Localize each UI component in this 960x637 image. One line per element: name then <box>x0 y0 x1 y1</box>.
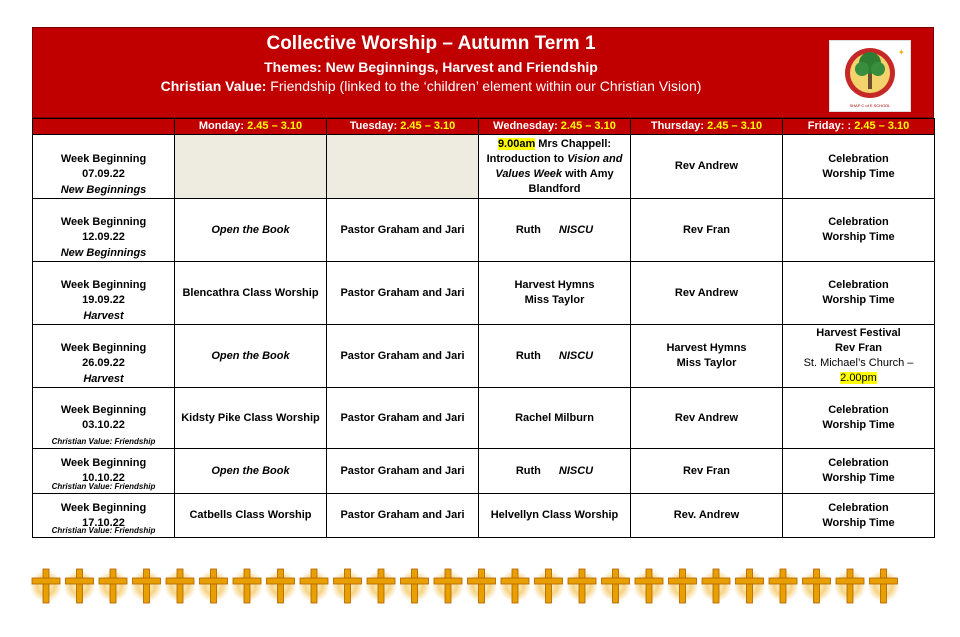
table-row <box>33 135 935 199</box>
christian-value-line <box>33 78 829 94</box>
thursday-cell: Rev. Andrew <box>631 494 783 538</box>
cross-icon <box>600 569 632 603</box>
cross-icon <box>231 569 263 603</box>
cross-icon <box>700 569 732 603</box>
page-title: Collective Worship – Autumn Term 1 <box>266 33 596 54</box>
tree-logo-icon <box>830 41 910 111</box>
thursday-cell: Rev Fran <box>631 199 783 262</box>
cross-icon <box>365 569 397 603</box>
christian-value-label: Christian Value: <box>160 78 267 94</box>
friday-cell: Celebration Worship Time <box>783 449 935 494</box>
wednesday-cell: Rachel Milburn <box>479 388 631 449</box>
cross-icon <box>97 569 129 603</box>
monday-cell: Open the Book <box>175 449 327 494</box>
table-row <box>33 262 935 325</box>
table-row <box>33 199 935 262</box>
header-blank <box>33 119 175 135</box>
monday-cell: Open the Book <box>175 199 327 262</box>
school-logo <box>829 40 911 112</box>
monday-cell: Kidsty Pike Class Worship <box>175 388 327 449</box>
header-tuesday: Tuesday: 2.45 – 3.10 <box>327 119 479 135</box>
header-thursday: Thursday: 2.45 – 3.10 <box>631 119 783 135</box>
cross-icon <box>767 569 799 603</box>
svg-text:✦: ✦ <box>898 48 905 57</box>
cross-icon <box>868 569 900 603</box>
thursday-cell: Rev Andrew <box>631 262 783 325</box>
week-cell: Week Beginning 19.09.22 Harvest <box>33 262 175 325</box>
monday-cell: Open the Book <box>175 325 327 388</box>
tuesday-cell: Pastor Graham and Jari <box>327 262 479 325</box>
tuesday-cell: Pastor Graham and Jari <box>327 388 479 449</box>
cross-icon <box>64 569 96 603</box>
table-row <box>33 388 935 449</box>
cross-icon <box>499 569 531 603</box>
tuesday-cell: Pastor Graham and Jari <box>327 494 479 538</box>
table-row <box>33 494 935 538</box>
header-banner <box>32 27 934 118</box>
week-cell: Week Beginning 10.10.22 Christian Value: Friendship <box>33 449 175 494</box>
friday-cell: Celebration Worship Time <box>783 388 935 449</box>
cross-icon <box>633 569 665 603</box>
cross-icon <box>834 569 866 603</box>
cross-icon <box>533 569 565 603</box>
christian-value-text: Friendship (linked to the ‘children’ element within our Christian Vision) <box>266 78 702 94</box>
week-cell: Week Beginning 07.09.22 New Beginnings <box>33 135 175 199</box>
cross-icon <box>298 569 330 603</box>
friday-cell: Celebration Worship Time <box>783 199 935 262</box>
cross-icon <box>164 569 196 603</box>
week-cell: Week Beginning 26.09.22 Harvest <box>33 325 175 388</box>
cross-icon <box>265 569 297 603</box>
wednesday-cell: Ruth NISCU <box>479 199 631 262</box>
cross-icon <box>399 569 431 603</box>
monday-cell <box>175 135 327 199</box>
friday-cell: Celebration Worship Time <box>783 262 935 325</box>
table-row <box>33 325 935 388</box>
cross-icon <box>734 569 766 603</box>
wednesday-cell: Helvellyn Class Worship <box>479 494 631 538</box>
cross-border <box>30 566 900 606</box>
header-row <box>33 119 935 135</box>
cross-icon <box>432 569 464 603</box>
table-row <box>33 449 935 494</box>
cross-icon <box>466 569 498 603</box>
monday-cell: Catbells Class Worship <box>175 494 327 538</box>
cross-icon <box>198 569 230 603</box>
worship-timetable <box>32 118 935 538</box>
header-monday: Monday: 2.45 – 3.10 <box>175 119 327 135</box>
week-cell: Week Beginning 03.10.22 Christian Value: Friendship <box>33 388 175 449</box>
thursday-cell: Harvest Hymns Miss Taylor <box>631 325 783 388</box>
cross-icon <box>131 569 163 603</box>
tuesday-cell: Pastor Graham and Jari <box>327 449 479 494</box>
cross-icon <box>332 569 364 603</box>
tuesday-cell: Pastor Graham and Jari <box>327 199 479 262</box>
cross-icon <box>801 569 833 603</box>
week-cell: Week Beginning 12.09.22 New Beginnings <box>33 199 175 262</box>
tuesday-cell: Pastor Graham and Jari <box>327 325 479 388</box>
wednesday-cell: Ruth NISCU <box>479 325 631 388</box>
wednesday-cell: Harvest Hymns Miss Taylor <box>479 262 631 325</box>
monday-cell: Blencathra Class Worship <box>175 262 327 325</box>
tuesday-cell <box>327 135 479 199</box>
wednesday-cell: Ruth NISCU <box>479 449 631 494</box>
header-wednesday: Wednesday: 2.45 – 3.10 <box>479 119 631 135</box>
cross-icon <box>30 569 62 603</box>
thursday-cell: Rev Fran <box>631 449 783 494</box>
friday-cell: Celebration Worship Time <box>783 494 935 538</box>
week-cell: Week Beginning 17.10.22 Christian Value: Friendship <box>33 494 175 538</box>
friday-cell: Celebration Worship Time <box>783 135 935 199</box>
logo-caption: SHAP C of E SCHOOL <box>849 103 891 108</box>
cross-icon <box>667 569 699 603</box>
friday-cell: Harvest Festival Rev Fran St. Michael’s Church – 2.00pm <box>783 325 935 388</box>
thursday-cell: Rev Andrew <box>631 135 783 199</box>
header-friday: Friday: : 2.45 – 3.10 <box>783 119 935 135</box>
cross-icon <box>566 569 598 603</box>
wednesday-cell: 9.00am Mrs Chappell: Introduction to Vision and Values Week with Amy Blandford <box>479 135 631 199</box>
thursday-cell: Rev Andrew <box>631 388 783 449</box>
themes-line: Themes: New Beginnings, Harvest and Friendship <box>264 59 598 75</box>
